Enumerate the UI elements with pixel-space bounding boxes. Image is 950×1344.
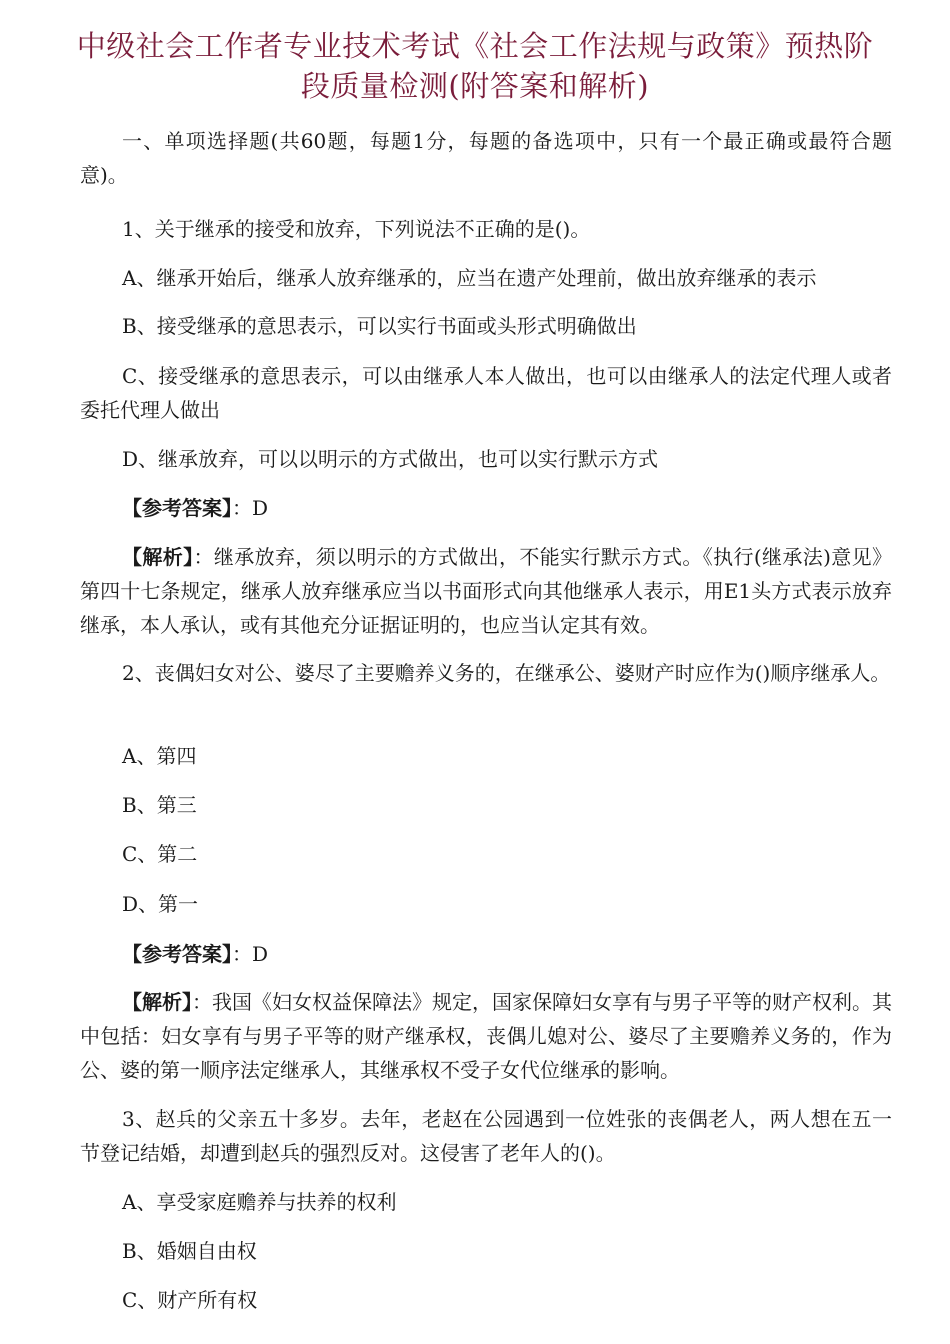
question-3-option-a: A、享受家庭赡养与扶养的权利: [122, 1190, 397, 1214]
question-3-option-c: C、财产所有权: [122, 1288, 258, 1312]
answer-label: 【参考答案】: [122, 496, 232, 520]
analysis-label: 【解析】: [122, 990, 192, 1014]
question-1-analysis: [80, 540, 892, 642]
question-2-answer: [122, 937, 268, 971]
question-1-option-c: C、接受继承的意思表示，可以由继承人本人做出，也可以由继承人的法定代理人或者委托代理人做出: [80, 364, 892, 422]
question-3-stem: 3、赵兵的父亲五十多岁。去年，老赵在公园遇到一位姓张的丧偶老人，两人想在五一节登记结婚，却遭到赵兵的强烈反对。这侵害了老年人的()。: [80, 1107, 892, 1165]
question-2-stem: 2、丧偶妇女对公、婆尽了主要赡养义务的，在继承公、婆财产时应作为()顺序继承人。: [122, 661, 891, 685]
answer-label: 【参考答案】: [122, 942, 232, 966]
question-2-option-b: B、第三: [122, 793, 197, 817]
analysis-text: ：我国《妇女权益保障法》规定，国家保障妇女享有与男子平等的财产权利。其中包括：妇女享有与男子平等的财产继承权，丧偶儿媳对公、婆尽了主要赡养义务的，作为公、婆的第一顺序法定继承人，其继承权不受子女代位继承的影响。: [80, 990, 892, 1082]
question-1-option-a: A、继承开始后，继承人放弃继承的，应当在遗产处理前，做出放弃继承的表示: [122, 266, 817, 290]
answer-value: ：D: [232, 942, 269, 966]
question-1-answer: [122, 491, 268, 525]
question-1-option-b: B、接受继承的意思表示，可以实行书面或头形式明确做出: [122, 314, 637, 338]
question-3-option-b: B、婚姻自由权: [122, 1239, 257, 1263]
analysis-label: 【解析】: [122, 545, 194, 569]
question-2-option-d: D、第一: [122, 892, 199, 916]
question-2-analysis: [80, 985, 892, 1087]
question-2-option-a: A、第四: [122, 744, 197, 768]
document-title-line-2: 段质量检测(附答案和解析): [300, 69, 650, 103]
document-title-line-1: 中级社会工作者专业技术考试《社会工作法规与政策》预热阶: [76, 29, 874, 63]
question-2-option-c: C、第二: [122, 842, 198, 866]
analysis-text: ：继承放弃，须以明示的方式做出，不能实行默示方式。《执行(继承法)意见》第四十七条规定，继承人放弃继承应当以书面形式向其他继承人表示，用E1头方式表示放弃继承，本人承认，或有其他充分证据证明的，也应当认定其有效。: [80, 545, 893, 637]
question-1-option-d: D、继承放弃，可以以明示的方式做出，也可以实行默示方式: [122, 447, 659, 471]
section-heading: 一、单项选择题(共60题，每题1分，每题的备选项中，只有一个最正确或最符合题意)。: [80, 129, 892, 187]
question-1-stem: 1、关于继承的接受和放弃，下列说法不正确的是()。: [122, 217, 591, 241]
answer-value: ：D: [232, 496, 269, 520]
